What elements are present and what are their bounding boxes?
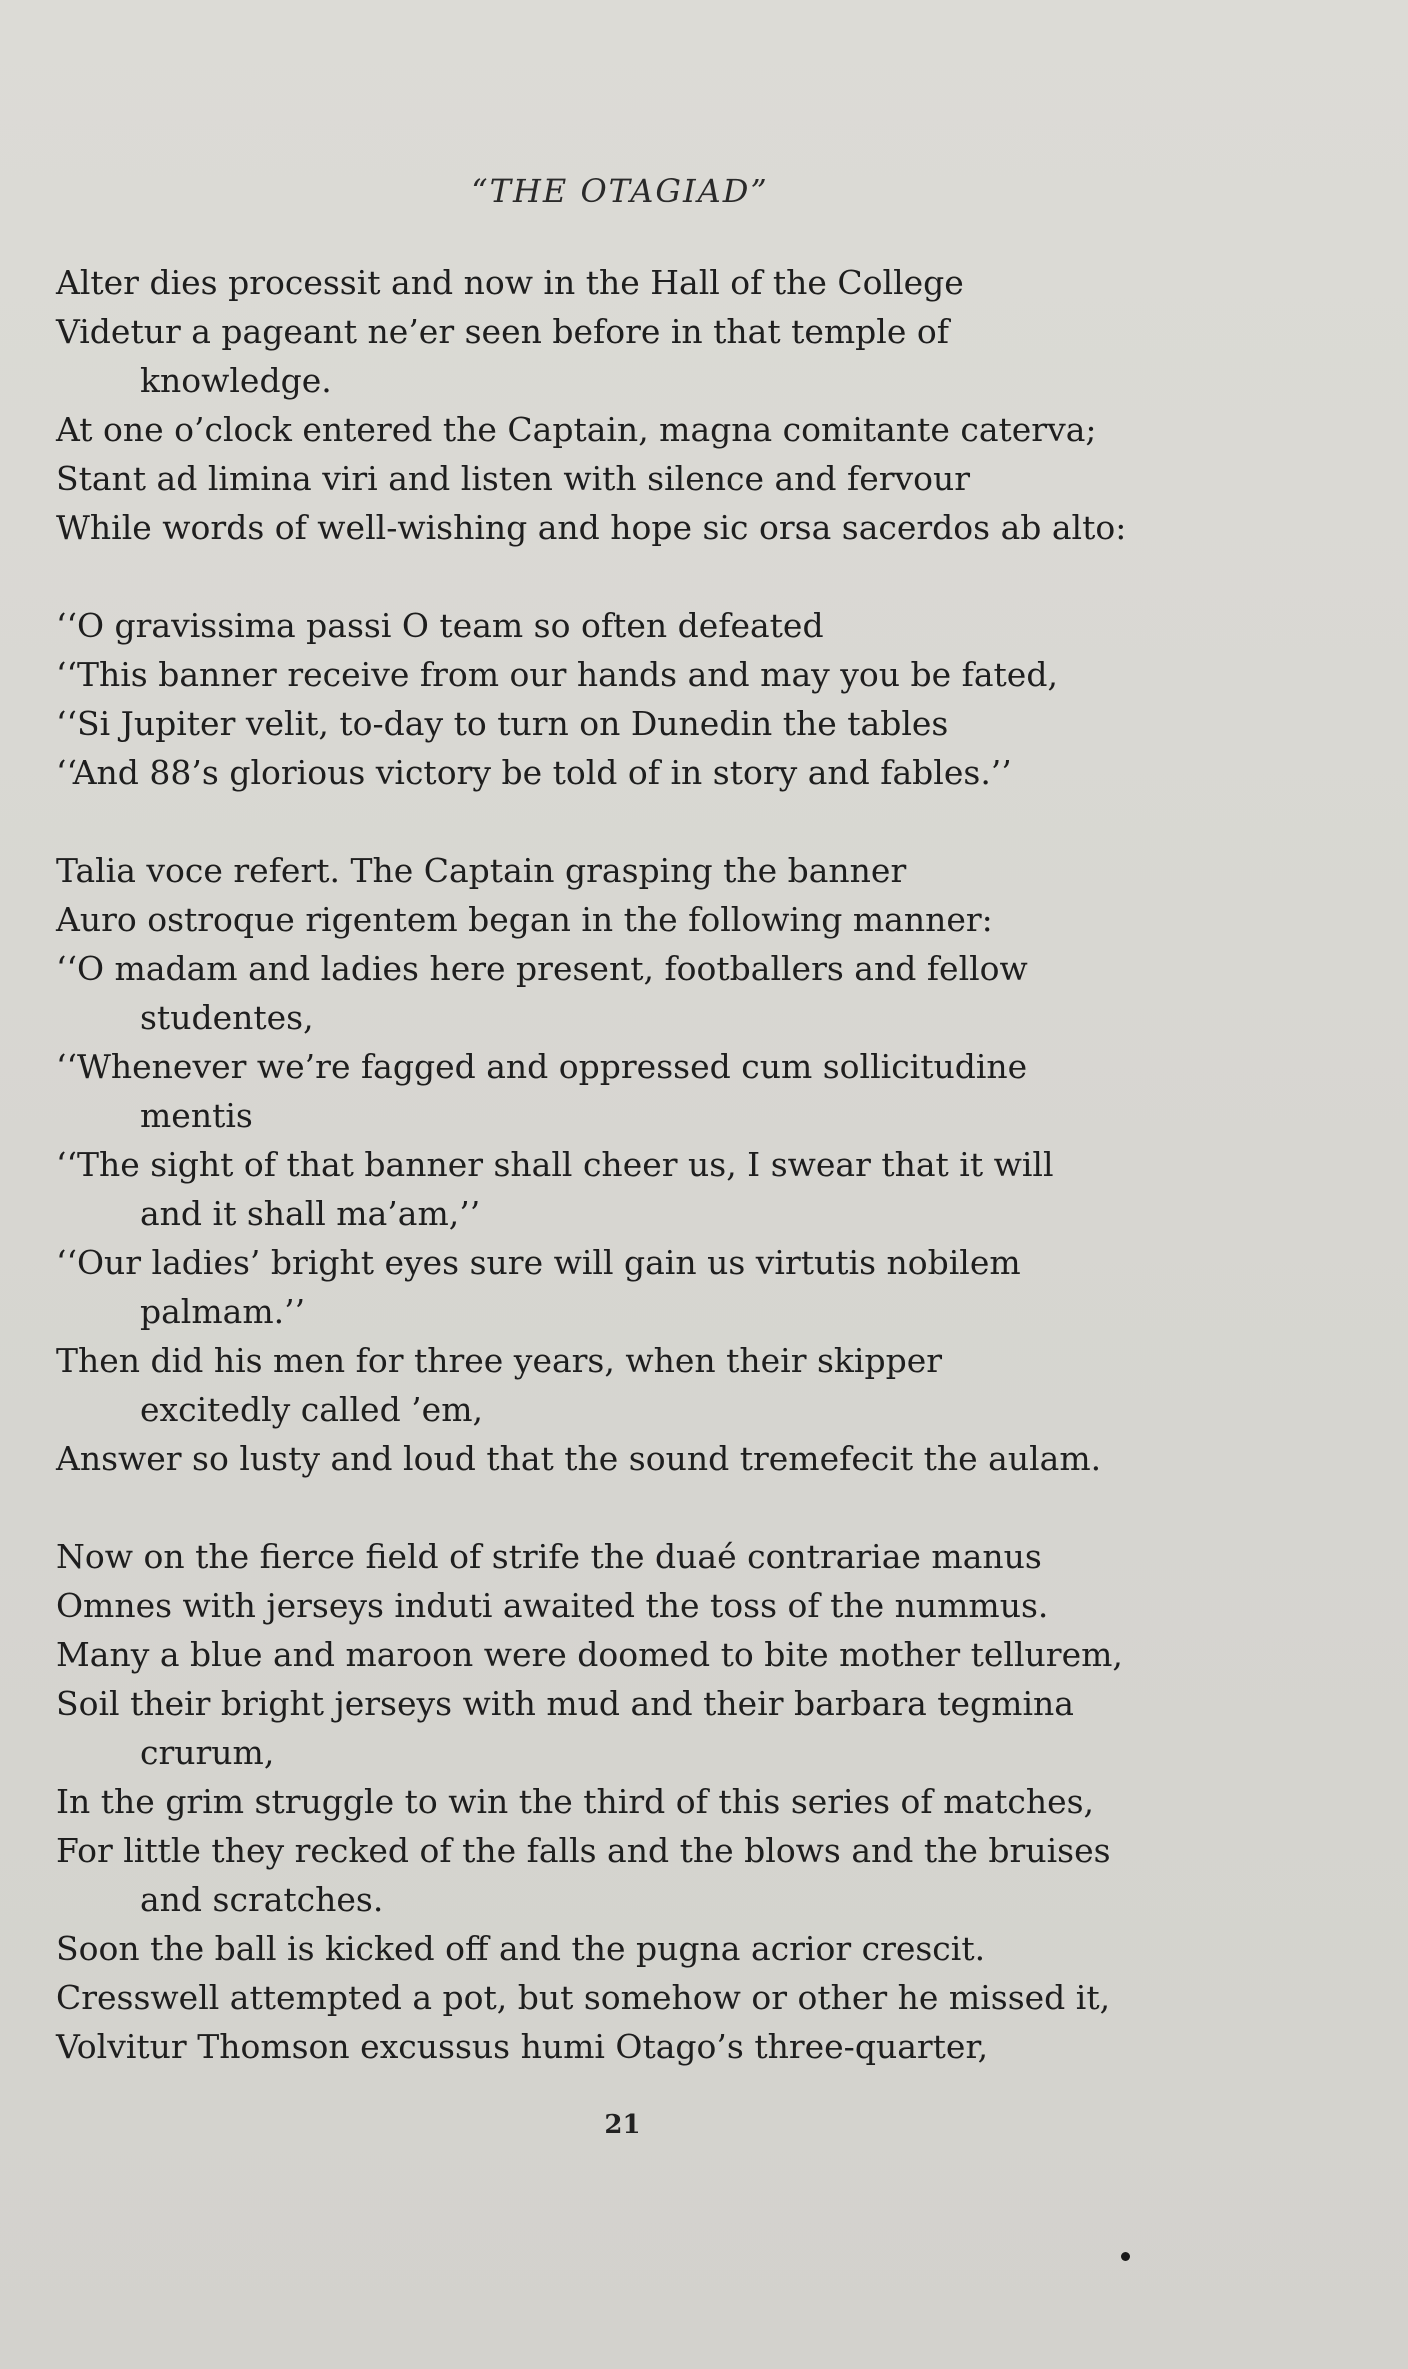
verse-line: Soil their bright jerseys with mud and their barbara tegmina (56, 1684, 1074, 1723)
verse-line: ‘‘Our ladies’ bright eyes sure will gain us virtutis nobilem (56, 1243, 1021, 1282)
verse-line: Many a blue and maroon were doomed to bite mother tellurem, (56, 1635, 1123, 1674)
ink-speck (1121, 2252, 1130, 2261)
verse-line: ‘‘O madam and ladies here present, footballers and fellow (56, 949, 1028, 988)
verse-line: Omnes with jerseys induti awaited the toss of the nummus. (56, 1586, 1049, 1625)
verse-line: Videtur a pageant ne’er seen before in that temple of (56, 312, 949, 351)
verse-line: Answer so lusty and loud that the sound tremefecit the aulam. (56, 1439, 1102, 1478)
verse-line: Auro ostroque rigentem began in the following manner: (56, 900, 993, 939)
verse-line: Stant ad limina viri and listen with silence and fervour (56, 459, 971, 498)
verse-line: Now on the fierce field of strife the duaé contrariae manus (56, 1537, 1042, 1576)
stanza (56, 258, 1188, 552)
verse-line-continuation: palmam.’’ (140, 1292, 306, 1331)
verse-line: ‘‘This banner receive from our hands and may you be fated, (56, 655, 1058, 694)
verse-line: ‘‘And 88’s glorious victory be told of in story and fables.’’ (56, 753, 1012, 792)
verse-line: For little they recked of the falls and the blows and the bruises (56, 1831, 1111, 1870)
verse-line-continuation: excitedly called ’em, (140, 1390, 483, 1429)
verse-line: ‘‘The sight of that banner shall cheer us, I swear that it will (56, 1145, 1054, 1184)
verse-line: Soon the ball is kicked off and the pugna acrior crescit. (56, 1929, 986, 1968)
running-head: “THE OTAGIAD” (471, 172, 769, 210)
page-number: 21 (604, 2110, 641, 2140)
verse-line: ‘‘Si Jupiter velit, to-day to turn on Dunedin the tables (56, 704, 949, 743)
verse-line: Cresswell attempted a pot, but somehow or other he missed it, (56, 1978, 1111, 2017)
verse-line-continuation: studentes, (140, 998, 314, 1037)
verse-line: In the grim struggle to win the third of this series of matches, (56, 1782, 1095, 1821)
verse-line: While words of well-wishing and hope sic orsa sacerdos ab alto: (56, 508, 1127, 547)
verse-line: Then did his men for three years, when their skipper (56, 1341, 943, 1380)
verse-line: At one o’clock entered the Captain, magna comitante caterva; (56, 410, 1097, 449)
poem-text (56, 258, 1188, 2071)
verse-line-continuation: mentis (140, 1096, 253, 1135)
stanza (56, 1532, 1188, 2071)
verse-line-continuation: crurum, (140, 1733, 275, 1772)
verse-line: ‘‘Whenever we’re fagged and oppressed cum sollicitudine (56, 1047, 1028, 1086)
verse-line: Talia voce refert. The Captain grasping the banner (56, 851, 907, 890)
verse-line: Volvitur Thomson excussus humi Otago’s three-quarter, (56, 2027, 989, 2066)
verse-line-continuation: and scratches. (140, 1880, 384, 1919)
verse-line: ‘‘O gravissima passi O team so often defeated (56, 606, 824, 645)
stanza (56, 601, 1188, 797)
stanza (56, 846, 1188, 1483)
verse-line-continuation: and it shall ma’am,’’ (140, 1194, 481, 1233)
verse-line: Alter dies processit and now in the Hall of the College (56, 263, 964, 302)
verse-line-continuation: knowledge. (140, 361, 332, 400)
